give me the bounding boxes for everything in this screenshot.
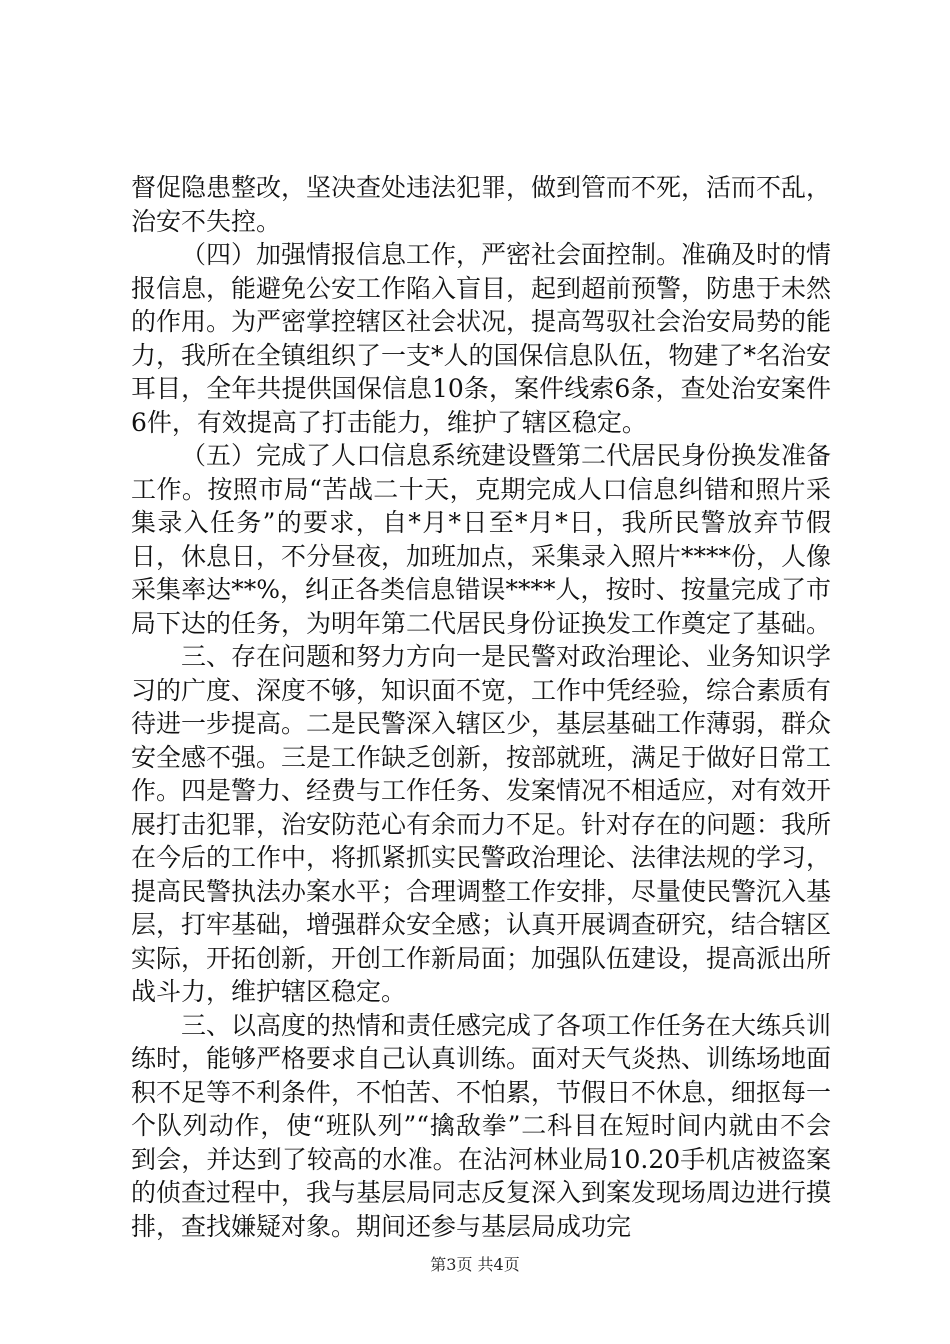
paragraph-continuation: 督促隐患整改，坚决查处违法犯罪，做到管而不死，活而不乱，治安不失控。 — [131, 173, 832, 236]
paragraph-section-five: （五）完成了人口信息系统建设暨第二代居民身份换发准备工作。按照市局“苦战二十天，克期完成人口信息纠错和照片采集录入任务”的要求，自*月*日至*月*日，我所民警放弃节假日，休息日，不分昼夜，加班加点，采集录入照片****份，人像采集率达**%，纠正各类信息错误****人，按时、按量完成了市局下达的任务，为明年第二代居民身份证换发工作奠定了基础。 — [131, 441, 832, 638]
paragraph-problems-directions: 三、存在问题和努力方向一是民警对政治理论、业务知识学习的广度、深度不够，知识面不宽，工作中凭经验，综合素质有待进一步提高。二是民警深入辖区少，基层基础工作薄弱，群众安全感不强。三是工作缺乏创新，按部就班，满足于做好日常工作。四是警力、经费与工作任务、发案情况不相适应，对有效开展打击犯罪，治安防范心有余而力不足。针对存在的问题：我所在今后的工作中，将抓紧抓实民警政治理论、法律法规的学习，提高民警执法办案水平；合理调整工作安排，尽量使民警沉入基层，打牢基础，增强群众安全感；认真开展调查研究，结合辖区实际，开拓创新，开创工作新局面；加强队伍建设，提高派出所战斗力，维护辖区稳定。 — [131, 642, 832, 1006]
page-number-footer: 第3页 共4页 — [430, 1255, 520, 1274]
paragraph-work-tasks: 三、以高度的热情和责任感完成了各项工作任务在大练兵训练时，能够严格要求自己认真训练。面对天气炎热、训练场地面积不足等不利条件，不怕苦、不怕累，节假日不休息，细抠每一个队列动作，使“班队列”“擒敌拳”二科目在短时间内就由不会到会，并达到了较高的水准。在沾河林业局10.20手机店被盗案的侦查过程中，我与基层局同志反复深入到案发现场周边进行摸排，查找嫌疑对象。期间还参与基层局成功完 — [131, 1010, 832, 1241]
document-body — [131, 171, 831, 1243]
paragraph-section-four: （四）加强情报信息工作，严密社会面控制。准确及时的情报信息，能避免公安工作陷入盲目，起到超前预警，防患于未然的作用。为严密掌控辖区社会状况，提高驾驭社会治安局势的能力，我所在全镇组织了一支*人的国保信息队伍，物建了*名治安耳目，全年共提供国保信息10条，案件线索6条，查处治安案件6件，有效提高了打击能力，维护了辖区稳定。 — [131, 240, 832, 437]
